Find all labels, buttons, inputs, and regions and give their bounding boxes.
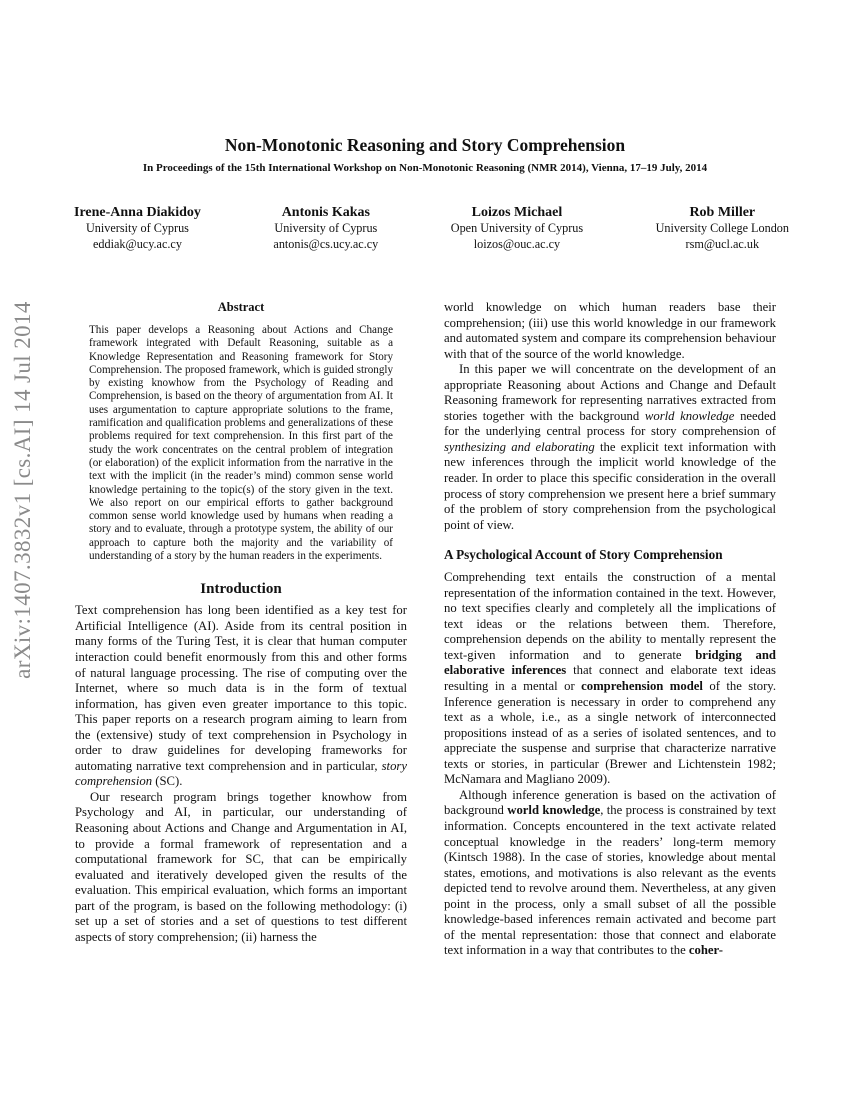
author-affiliation: University of Cyprus (274, 221, 378, 235)
author-block (74, 204, 201, 252)
arxiv-identifier-sidebar (0, 290, 46, 690)
author-name: Loizos Michael (471, 205, 563, 220)
introduction-paragraph-1: Text comprehension has long been identified as a key test for Artificial Intelligence (AI). Aside from its central position in many forms of the Turing Test, it is clear that human computer interaction could benefit enormously from this and other forms of natural language processing. The rise of computing over the Internet, where so much data is in the form of textual information, has given even greater importance to this topic. This paper reports on a research program aiming to learn from the (extensive) study of text comprehension in Psychology in order to draw guidelines for developing frameworks for automating narrative text comprehension and in particular, story comprehension (SC). (75, 603, 407, 789)
author-affiliation: University of Cyprus (86, 221, 189, 235)
introduction-paragraph-2-continued: world knowledge on which human readers base their comprehension; (iii) use this world knowledge in our framework and automated system and compare its comprehension behaviour with that of the source of the world knowledge. (444, 300, 776, 361)
author-block (656, 204, 789, 252)
author-name: Antonis Kakas (281, 205, 370, 220)
left-column (75, 300, 407, 945)
introduction-heading: Introduction (200, 581, 282, 598)
introduction-paragraph-2: Our research program brings together knowhow from Psychology and AI, in particular, our understanding of Reasoning about Actions and Change and Argumentation in AI, to provide a formal framework of representation and a computational framework for SC, that can be empirically evaluated and iteratively developed given the results of the evaluation. This empirical evaluation, which forms an important part of the program, is based on the following methodology: (i) set up a set of stories and a set of questions to test different aspects of story comprehension; (ii) harness the (75, 789, 407, 944)
author-email: rsm@ucl.ac.uk (685, 236, 760, 251)
author-list (74, 204, 789, 252)
author-email: antonis@cs.ucy.ac.cy (273, 236, 379, 251)
abstract-text: This paper develops a Reasoning about Actions and Change framework integrated with Default Reasoning, suitable as a Knowledge Representation and Reasoning framework for Story Comprehension. The proposed framework, which is guided strongly by existing knowhow from the Psychology of Reading and Comprehension, is based on the theory of argumentation from AI. It uses argumentation to capture appropriate solutions to the frame, ramification and qualification problems and generalizations of these problems required for text comprehension. In this first part of the study the work concentrates on the central problem of integration (or elaboration) of the explicit information from the narrative in the text with the implicit (in the reader’s mind) common sense world knowledge pertaining to the topic(s) of the story given in the text. We also report on our empirical efforts to gather background common sense world knowledge used by humans when reading a story and to evaluate, through a prototype system, the ability of our approach to capture both the majority and the variability of understanding of a story by the human readers in the experiments. (89, 324, 393, 563)
abstract-heading: Abstract (217, 300, 265, 314)
author-email: eddiak@ucy.ac.cy (93, 236, 182, 251)
author-email: loizos@ouc.ac.cy (473, 236, 561, 251)
introduction-paragraph-3: In this paper we will concentrate on the development of an appropriate Reasoning about Actions and Change and Default Reasoning framework for representing narratives extracted from stories together with the background world knowledge needed for the underlying central process for story comprehension of synthesizing and elaborating the explicit text information with new inferences through the implicit world knowledge of the reader. In order to place this specific consideration in the overall process of story comprehension we present here a brief summary of the problem of story comprehension from the psychological point of view. (444, 362, 776, 532)
arxiv-identifier: arXiv:1407.3832v1 [cs.AI] 14 Jul 2014 (10, 301, 35, 679)
paper-venue: In Proceedings of the 15th International Workshop on Non-Monotonic Reasoning (NMR 2014), Vienna, 17–19 July, 2014 (142, 162, 708, 174)
right-column (444, 300, 776, 959)
author-affiliation: University College London (655, 221, 789, 235)
paper-title: Non-Monotonic Reasoning and Story Comprehension (224, 135, 626, 155)
psychology-section-heading: A Psychological Account of Story Comprehension (444, 547, 723, 563)
psychology-paragraph-1: Comprehending text entails the construction of a mental representation of the information contained in the text. However, no text specifies clearly and completely all the implications of text ideas or the relations between them. Therefore, comprehension depends on the ability to mentally represent the text-given information and to generate bridging and elaborative inferences that connect and elaborate text ideas resulting in a mental or comprehension model of the story. Inference generation is necessary in order to comprehend any text as a whole, i.e., as a single network of interconnected propositions instead of as a series of isolated sentences, and to appreciate the suspense and surprise that characterize narrative texts or stories, in particular (Brewer and Lichtenstein 1982; McNamara and Magliano 2009). (444, 570, 776, 787)
author-block (451, 204, 583, 252)
author-name: Irene-Anna Diakidoy (74, 205, 201, 220)
author-block (273, 204, 378, 252)
psychology-paragraph-2: Although inference generation is based on the activation of background world knowledge, the process is constrained by text information. Concepts encountered in the text activate related conceptual knowledge in the readers’ long-term memory (Kintsch 1988). In the case of stories, knowledge about mental states, emotions, and motivations is also relevant as the events depicted tend to revolve around them. Nevertheless, at any given point in the process, only a small subset of all the possible knowledge-based inferences remain activated and become part of the mental representation: those that connect and elaborate text information in a way that contributes to the coher- (444, 787, 776, 958)
author-name: Rob Miller (689, 205, 756, 220)
author-affiliation: Open University of Cyprus (450, 221, 584, 235)
